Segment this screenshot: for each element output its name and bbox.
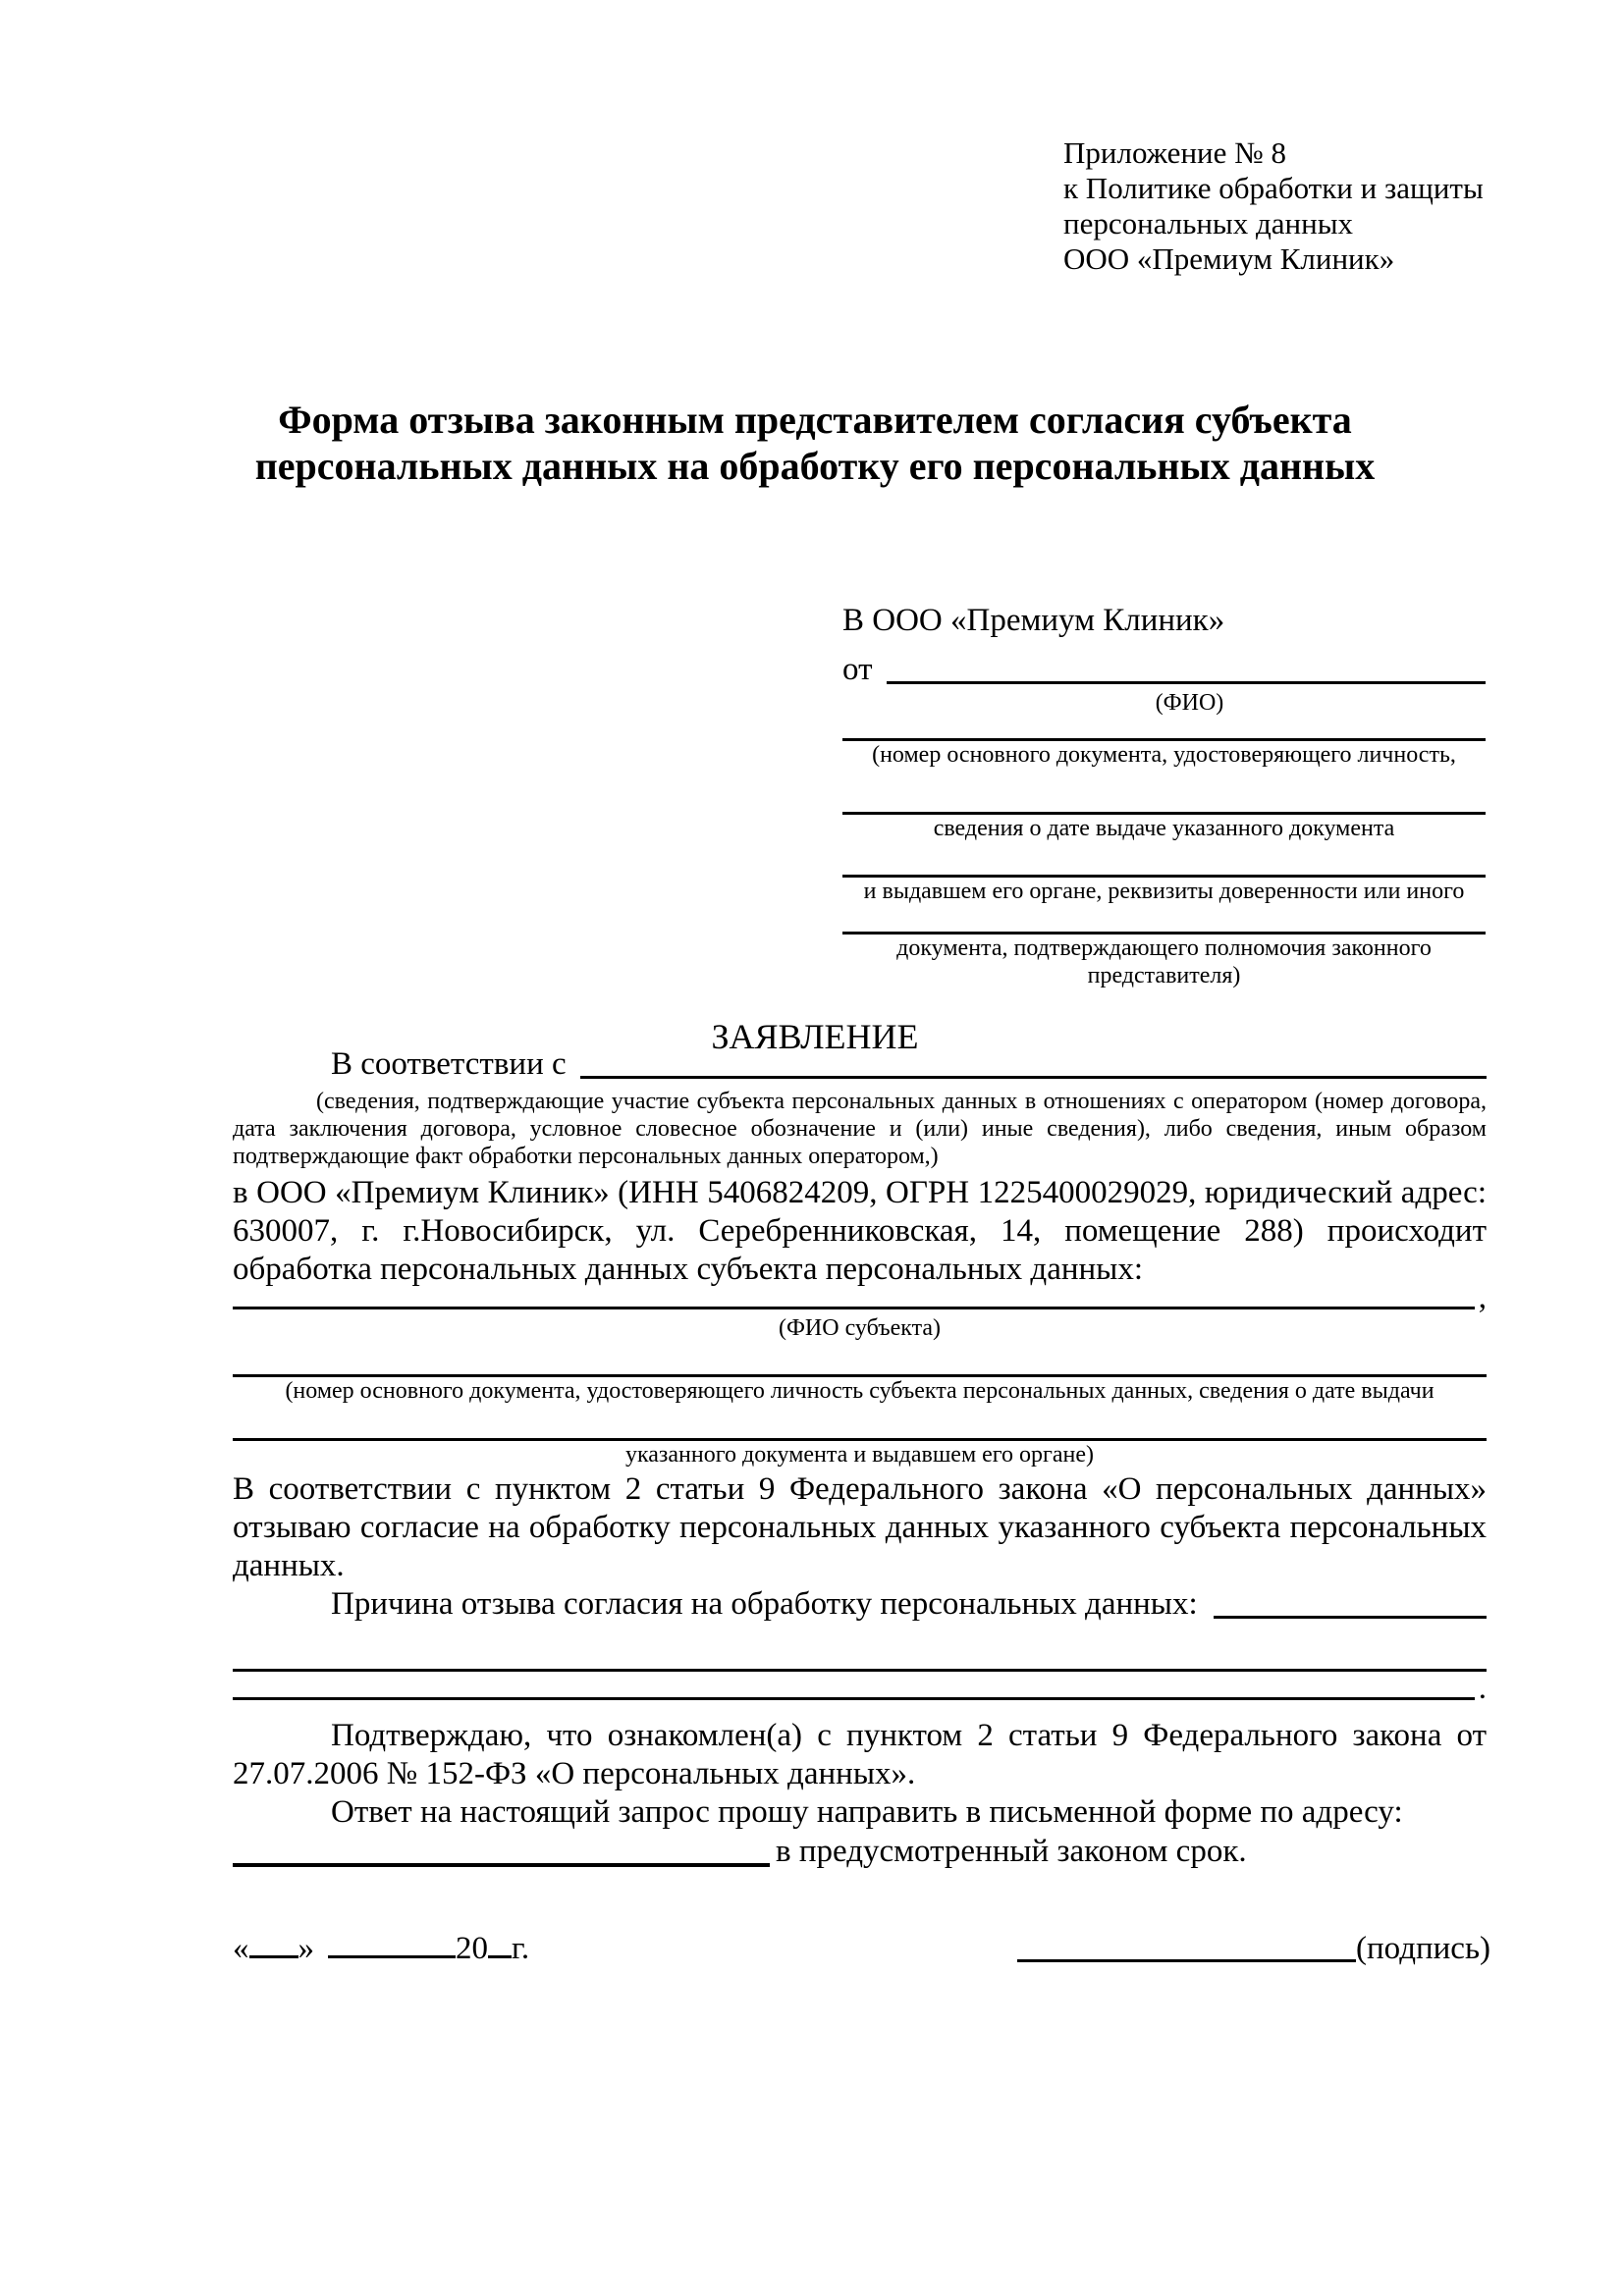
basis-label: В соответствии с: [331, 1046, 567, 1082]
addressee-organization: В ООО «Премиум Клиник»: [842, 603, 1225, 638]
statement-heading: ЗАЯВЛЕНИЕ: [711, 1017, 919, 1056]
reason-fill-line-1[interactable]: [233, 1669, 1487, 1672]
subject-fio-caption: (ФИО субъекта): [778, 1315, 942, 1341]
representative-document-caption: (номер основного документа, удостоверяющего личность,: [872, 742, 1456, 768]
operator-paragraph: в ООО «Премиум Клиник» (ИНН 5406824209, ОГРН 1225400029029, юридический адрес: 630007, г. г.Новосибирск, ул. Серебренниковская, 14, помещение 288) происходит обработка персональных данных субъекта персональных данных:: [233, 1175, 1487, 1287]
signature-field-group: [1017, 1929, 1490, 1968]
document-title: [157, 397, 1473, 489]
fio-caption: (ФИО): [1155, 690, 1224, 716]
date-quote-close: »: [298, 1931, 314, 1966]
reason-fill-line-2-row: [233, 1671, 1487, 1706]
reason-line-period: .: [1478, 1671, 1487, 1706]
reason-label: Причина отзыва согласия на обработку персональных данных:: [331, 1586, 1198, 1622]
date-quote-open: «: [233, 1931, 249, 1966]
date-signature-row: [233, 1929, 1490, 1968]
addressee-block: [842, 601, 1486, 989]
issuing-authority-caption: и выдавшем его органе, реквизиты доверенности или иного: [863, 879, 1465, 904]
date-month-fill-line[interactable]: [328, 1954, 456, 1958]
appendix-line: к Политике обработки и защиты: [1063, 171, 1484, 205]
subject-document-caption: (номер основного документа, удостоверяющего личность субъекта персональных данных, сведения о дате выдачи: [285, 1378, 1435, 1404]
appendix-reference-block: [1063, 135, 1484, 277]
basis-fill-line[interactable]: [580, 1075, 1487, 1079]
withdraw-consent-paragraph: В соответствии с пунктом 2 статьи 9 Федерального закона «О персональных данных» отзываю согласие на обработку персональных данных указанного субъекта персональных данных.: [233, 1471, 1487, 1583]
reply-address-fill-line[interactable]: [233, 1862, 770, 1867]
from-field-row: [842, 648, 1486, 689]
basis-explanatory-note: (сведения, подтверждающие участие субъекта персональных данных в отношениях с оператором (номер договора, дата заключения договора, условное словесное обозначение и (или) иные сведения), либо сведения, иным образом подтверждающие факт обработки персональных данных оператором,): [233, 1089, 1487, 1169]
statement-body: [233, 1042, 1487, 1871]
reply-request-paragraph: Ответ на настоящий запрос прошу направить в письменной форме по адресу:: [331, 1794, 1403, 1830]
authority-document-caption: документа, подтверждающего полномочия законного представителя): [896, 935, 1432, 988]
appendix-line: персональных данных: [1063, 206, 1354, 240]
appendix-line: Приложение № 8: [1063, 135, 1286, 170]
appendix-line: ООО «Премиум Клиник»: [1063, 241, 1395, 276]
signature-caption: (подпись): [1356, 1931, 1490, 1966]
reply-address-row: [233, 1832, 1487, 1871]
date-year-fill-line[interactable]: [488, 1954, 512, 1958]
confirmation-paragraph: Подтверждаю, что ознакомлен(а) с пунктом 2 статьи 9 Федерального закона от 27.07.2006 № 152-ФЗ «О персональных данных».: [233, 1718, 1487, 1791]
reason-field-row: [233, 1585, 1487, 1624]
subject-fio-field-row: [233, 1280, 1487, 1315]
reason-fill-line-short[interactable]: [1214, 1615, 1487, 1619]
representative-name-fill-line[interactable]: [887, 680, 1487, 684]
reply-suffix: в предусмотренный законом срок.: [776, 1834, 1247, 1869]
date-field-group: [233, 1929, 529, 1968]
subject-fio-line-comma: ,: [1478, 1280, 1487, 1315]
basis-field-row: [233, 1042, 1487, 1084]
date-day-fill-line[interactable]: [249, 1954, 298, 1958]
signature-fill-line[interactable]: [1017, 1958, 1356, 1962]
date-year-suffix: г.: [512, 1931, 530, 1966]
from-label: от: [842, 652, 873, 687]
document-title-line: персональных данных на обработку его персональных данных: [254, 444, 1376, 488]
subject-fio-fill-line[interactable]: [233, 1306, 1475, 1309]
document-issue-date-caption: сведения о дате выдаче указанного документа: [933, 816, 1395, 841]
reason-fill-line-2[interactable]: [233, 1696, 1475, 1700]
subject-document-authority-caption: указанного документа и выдавшем его органе): [624, 1442, 1095, 1468]
date-year-prefix: 20: [456, 1931, 488, 1966]
document-title-line: Форма отзыва законным представителем согласия субъекта: [278, 398, 1352, 442]
